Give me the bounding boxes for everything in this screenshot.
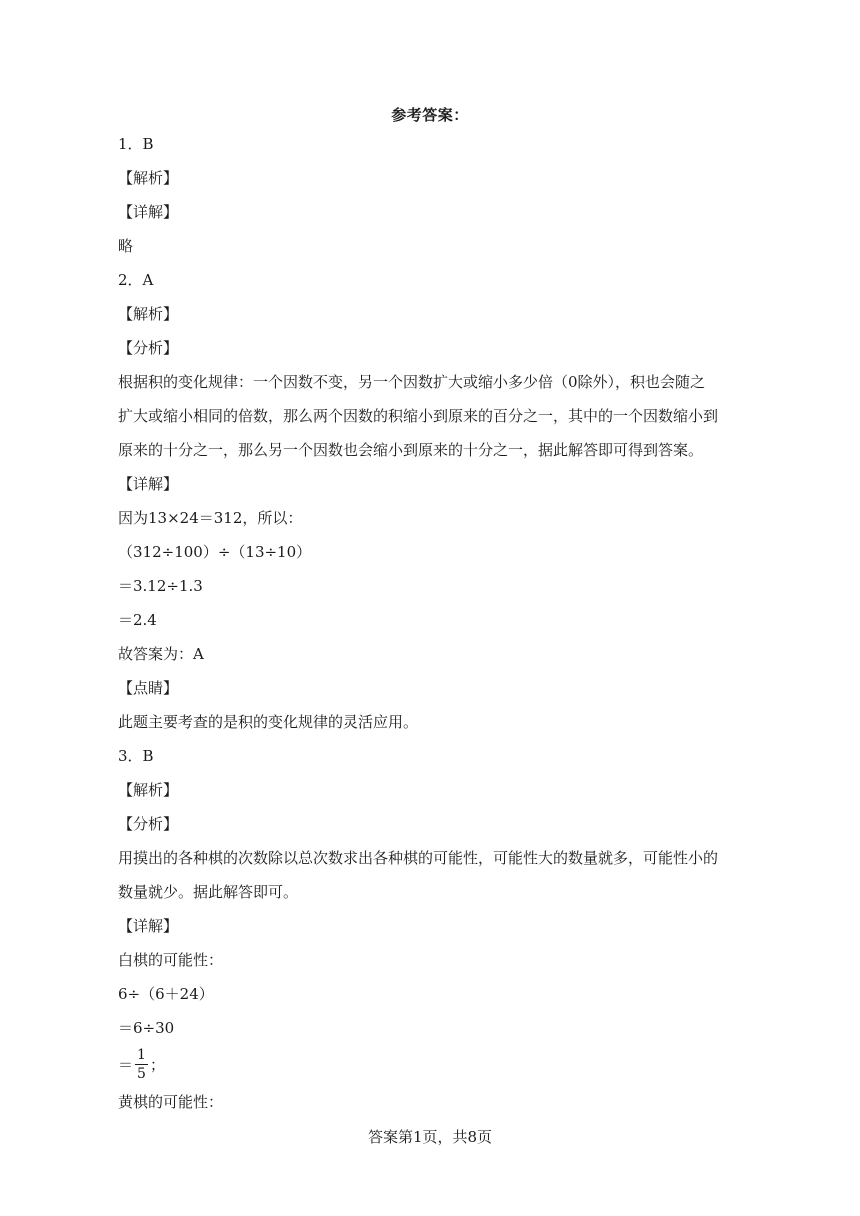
body-text: 扩大或缩小相同的倍数，那么两个因数的积缩小到原来的百分之一，其中的一个因数缩小到	[118, 407, 719, 425]
fraction-line	[118, 1044, 165, 1084]
body-text: 略	[118, 237, 134, 255]
body-text: 用摸出的各种棋的次数除以总次数求出各种棋的可能性，可能性大的数量就多，可能性小的	[118, 849, 719, 867]
page-title: 参考答案：	[391, 106, 469, 124]
body-text: 原来的十分之一，那么另一个因数也会缩小到原来的十分之一，据此解答即可得到答案。	[118, 441, 704, 459]
section-label-detail: 【详解】	[118, 475, 179, 493]
math-line: 因为13×24＝312，所以：	[118, 509, 303, 527]
fraction-suffix: ；	[149, 1055, 165, 1074]
section-label-analysis: 【解析】	[118, 169, 179, 187]
fraction-numerator: 1	[137, 1046, 146, 1063]
answer-item-3: 3．B	[118, 747, 154, 765]
section-label-analyze: 【分析】	[118, 339, 179, 357]
answer-item-2: 2．A	[118, 271, 154, 289]
section-label-analyze: 【分析】	[118, 815, 179, 833]
body-text: 白棋的可能性：	[118, 951, 224, 969]
math-line: （312÷100）÷（13÷10）	[118, 543, 312, 561]
body-text: 黄棋的可能性：	[118, 1093, 224, 1111]
math-line: ＝2.4	[118, 611, 157, 629]
body-text: 此题主要考查的是积的变化规律的灵活应用。	[118, 713, 419, 731]
section-label-analysis: 【解析】	[118, 305, 179, 323]
answer-conclusion: 故答案为：A	[118, 645, 204, 663]
math-line: ＝3.12÷1.3	[118, 577, 203, 595]
body-text: 数量就少。据此解答即可。	[118, 883, 299, 901]
section-label-analysis: 【解析】	[118, 781, 179, 799]
section-label-remark: 【点睛】	[118, 679, 179, 697]
answer-item-1: 1．B	[118, 135, 154, 153]
fraction-denominator: 5	[137, 1065, 146, 1082]
page-footer: 答案第1页，共8页	[367, 1128, 493, 1146]
section-label-detail: 【详解】	[118, 917, 179, 935]
body-text: 根据积的变化规律：一个因数不变，另一个因数扩大或缩小多少倍（0除外），积也会随之	[118, 373, 706, 391]
fraction-prefix: ＝	[118, 1055, 134, 1074]
section-label-detail: 【详解】	[118, 203, 179, 221]
fraction	[135, 1047, 148, 1082]
math-line: 6÷（6＋24）	[118, 985, 214, 1003]
math-line: ＝6÷30	[118, 1019, 175, 1037]
